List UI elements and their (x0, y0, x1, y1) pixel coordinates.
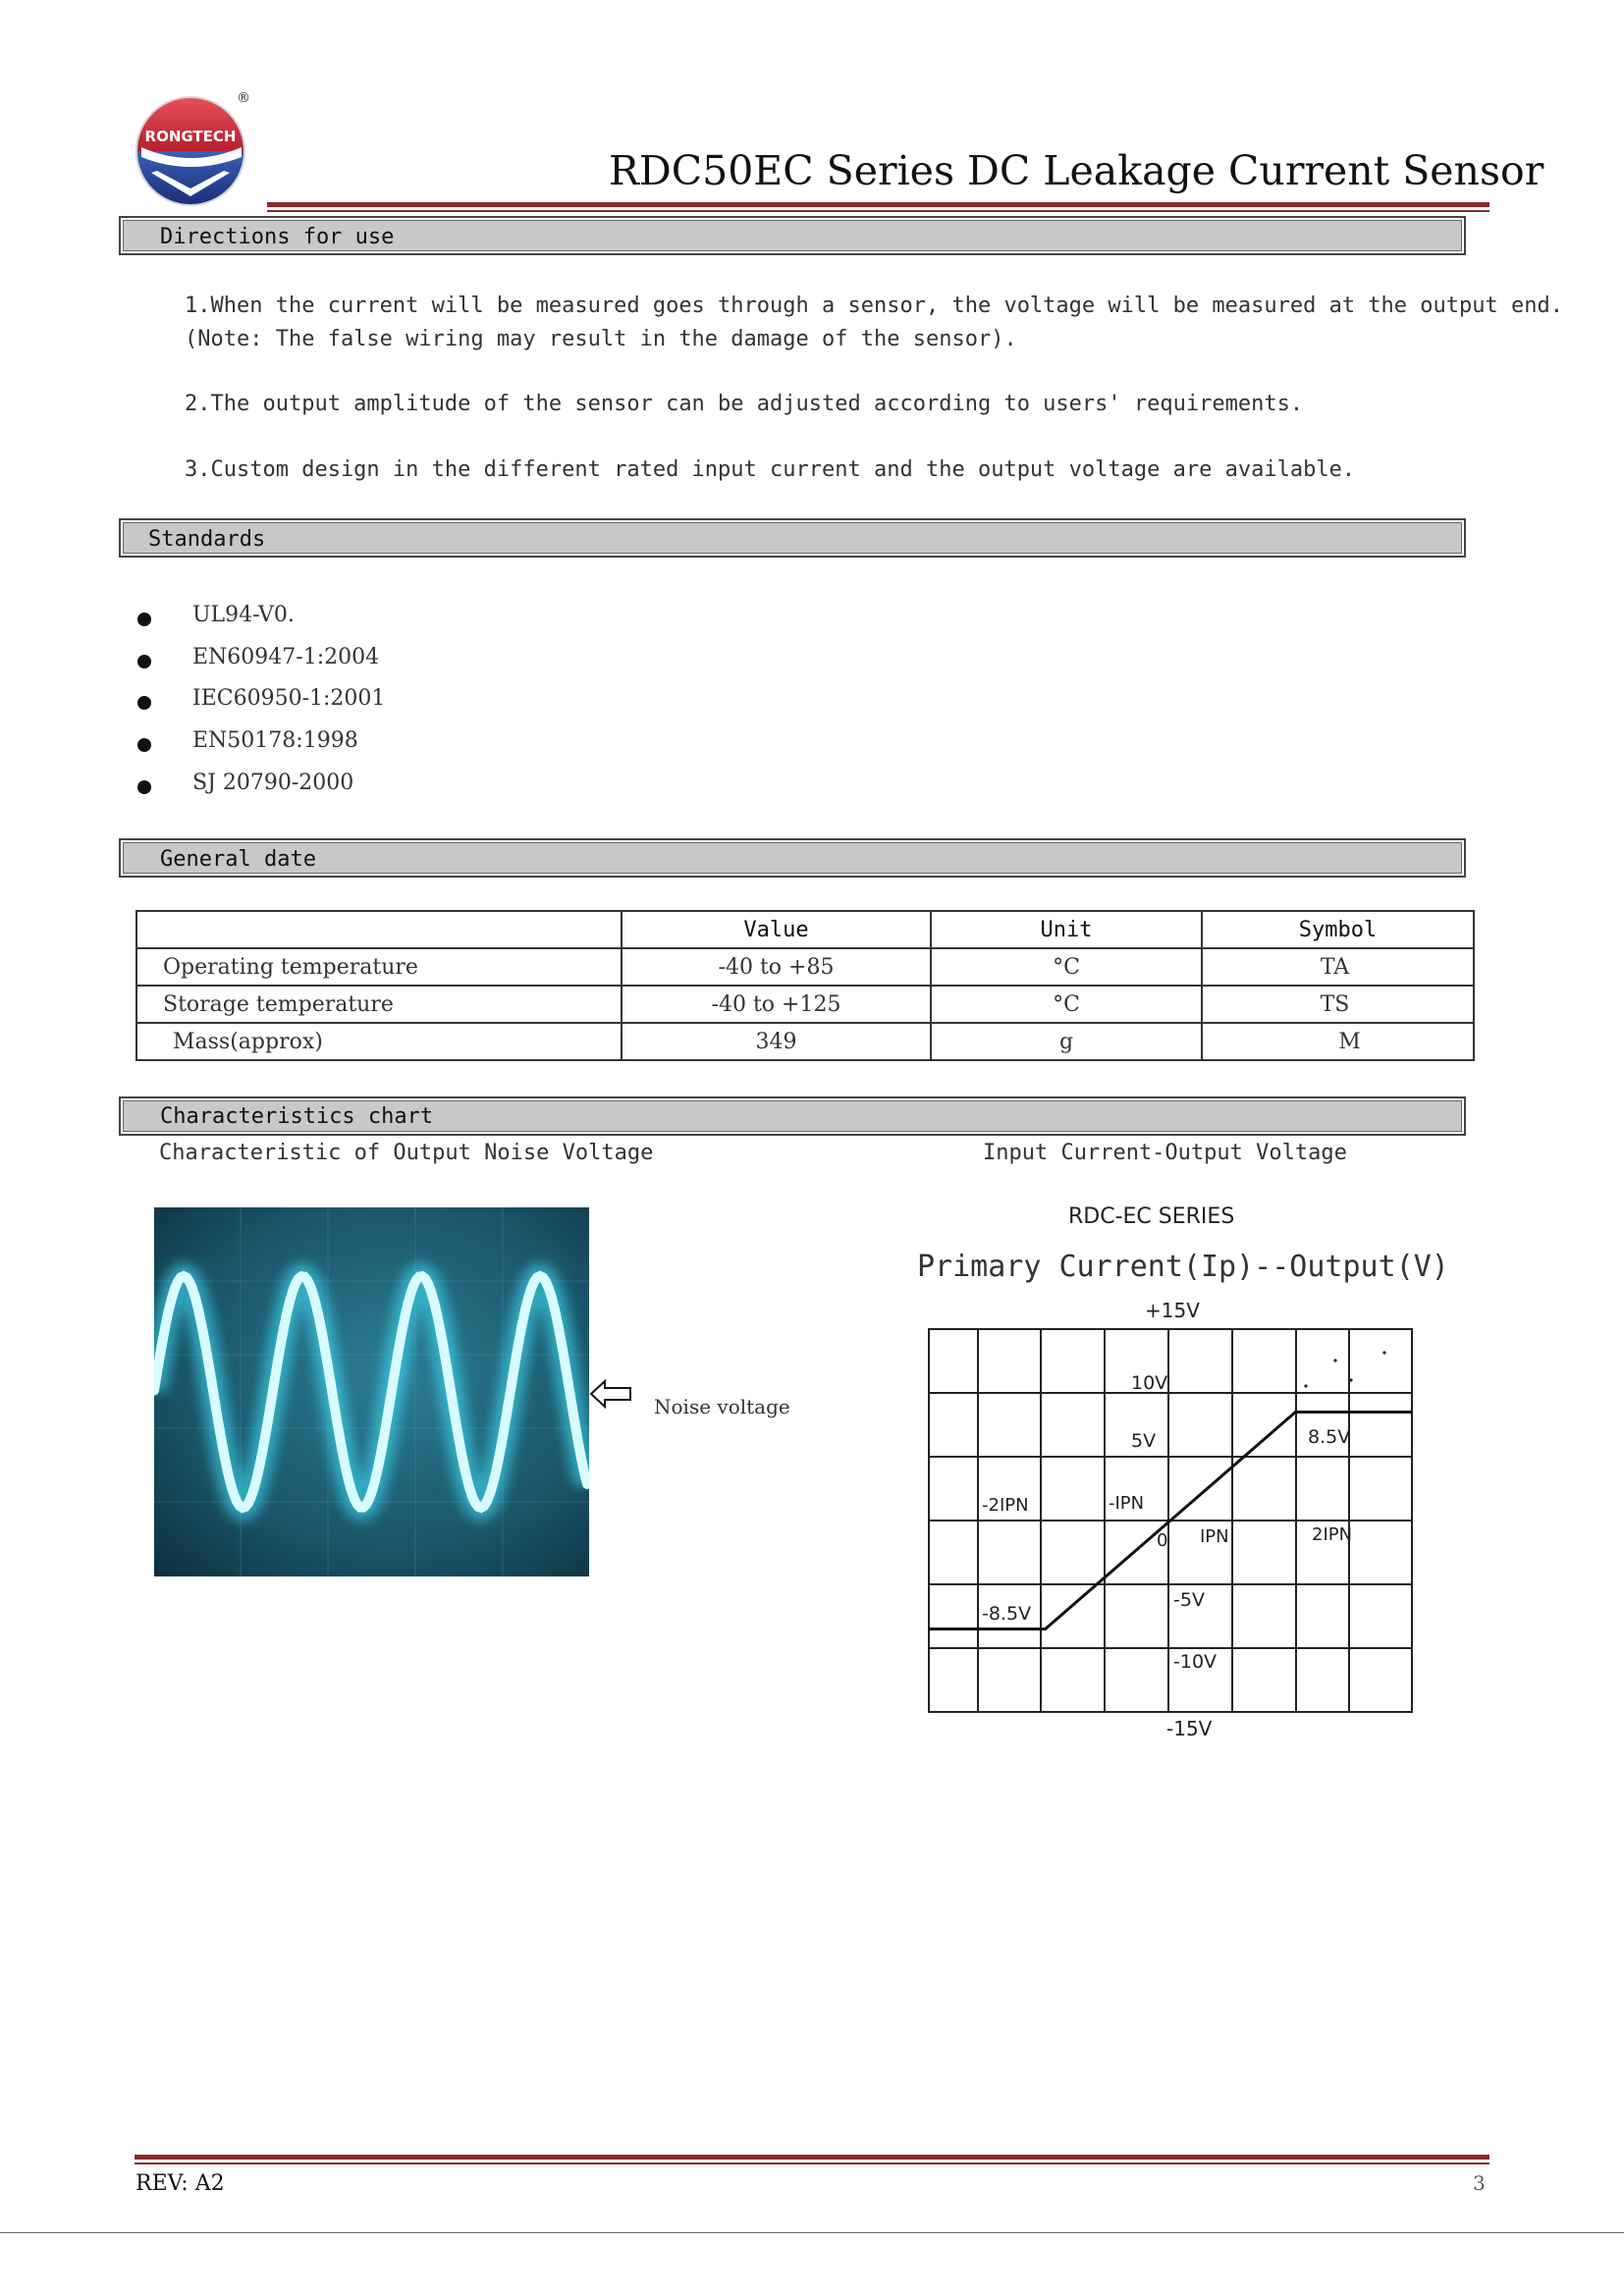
data-label: 8.5V (1308, 1426, 1351, 1448)
section-bar-general (119, 838, 1466, 878)
chart-dot (1382, 1351, 1385, 1354)
noise-chart-caption: Characteristic of Output Noise Voltage (159, 1141, 654, 1165)
registered-mark: ® (237, 90, 250, 106)
oscilloscope-image (154, 1207, 589, 1576)
table-header-cell: Symbol (1202, 911, 1474, 948)
direction-item-1: 1.When the current will be measured goes through a sensor, the voltage will be measured at the output end. (185, 294, 1563, 318)
bullet-icon (137, 655, 151, 668)
table-row (136, 986, 1474, 1023)
bullet-icon (137, 696, 151, 710)
section-title: Standards (148, 527, 266, 552)
table-header-cell (136, 911, 622, 948)
chart-title: Primary Current(Ip)--Output(V) (917, 1250, 1449, 1284)
noise-voltage-label: Noise voltage (654, 1395, 790, 1418)
table-cell: -40 to +125 (622, 986, 931, 1023)
x-tick-label: IPN (1200, 1526, 1229, 1547)
table-cell: Operating temperature (136, 948, 622, 986)
direction-item-2: 2.The output amplitude of the sensor can be adjusted according to users' requirements. (185, 392, 1304, 416)
table-row (136, 948, 1474, 986)
section-bar-directions (119, 216, 1466, 255)
direction-item-1-note: (Note: The false wiring may result in the damage of the sensor). (185, 327, 1017, 351)
noise-arrow-icon (589, 1377, 632, 1411)
header-rule-thin (267, 210, 1489, 212)
page-number: 3 (1473, 2171, 1486, 2195)
x-tick-label: 0 (1157, 1530, 1168, 1551)
section-bar-standards (119, 518, 1466, 558)
chart-dot (1333, 1359, 1336, 1362)
bullet-icon (137, 613, 151, 626)
header-rule (267, 202, 1489, 207)
footer-rule (135, 2155, 1489, 2160)
rongtech-logo (134, 86, 261, 210)
y-tick-label: +15V (1145, 1299, 1200, 1322)
table-cell: -40 to +85 (622, 948, 931, 986)
bullet-icon (137, 738, 151, 752)
chart-dot (1304, 1384, 1307, 1387)
table-cell: TS (1202, 986, 1474, 1023)
document-title: RDC50EC Series DC Leakage Current Sensor (609, 147, 1544, 194)
footer-rule-thin (135, 2163, 1489, 2164)
direction-item-3: 3.Custom design in the different rated input current and the output voltage are available. (185, 457, 1356, 482)
table-cell: TA (1202, 948, 1474, 986)
table-header-row (136, 911, 1474, 948)
general-data-table (135, 910, 1475, 1061)
chart-dot (1349, 1378, 1352, 1381)
table-header-cell: Unit (931, 911, 1202, 948)
section-title: Characteristics chart (160, 1104, 434, 1129)
table-cell: 349 (622, 1023, 931, 1060)
y-tick-label: 10V (1131, 1372, 1168, 1394)
table-header-cell: Value (622, 911, 931, 948)
revision-label: REV: A2 (135, 2171, 225, 2196)
logo-brand-text: RONGTECH (144, 128, 237, 145)
io-chart-caption: Input Current-Output Voltage (983, 1141, 1347, 1165)
table-cell: °C (931, 986, 1202, 1023)
y-tick-label: -10V (1173, 1651, 1218, 1673)
table-row (136, 1023, 1474, 1060)
table-cell: °C (931, 948, 1202, 986)
x-tick-label: 2IPN (1312, 1524, 1353, 1545)
section-title: General date (160, 847, 316, 872)
table-cell: Mass(approx) (136, 1023, 622, 1060)
section-bar-characteristics (119, 1096, 1466, 1136)
y-tick-label: 5V (1131, 1430, 1157, 1452)
data-label: -8.5V (982, 1603, 1032, 1625)
table-cell: g (931, 1023, 1202, 1060)
chart-series-label: RDC-EC SERIES (1068, 1204, 1235, 1229)
bullet-icon (137, 780, 151, 794)
table-cell: M (1202, 1023, 1474, 1060)
x-tick-label: -2IPN (982, 1495, 1029, 1516)
table-cell: Storage temperature (136, 986, 622, 1023)
x-tick-label: -IPN (1109, 1493, 1145, 1514)
section-title: Directions for use (160, 225, 395, 249)
y-tick-label: -5V (1173, 1589, 1205, 1611)
io-voltage-chart (913, 1296, 1424, 1747)
y-tick-label: -15V (1166, 1717, 1213, 1740)
page-edge-line (0, 2232, 1624, 2233)
